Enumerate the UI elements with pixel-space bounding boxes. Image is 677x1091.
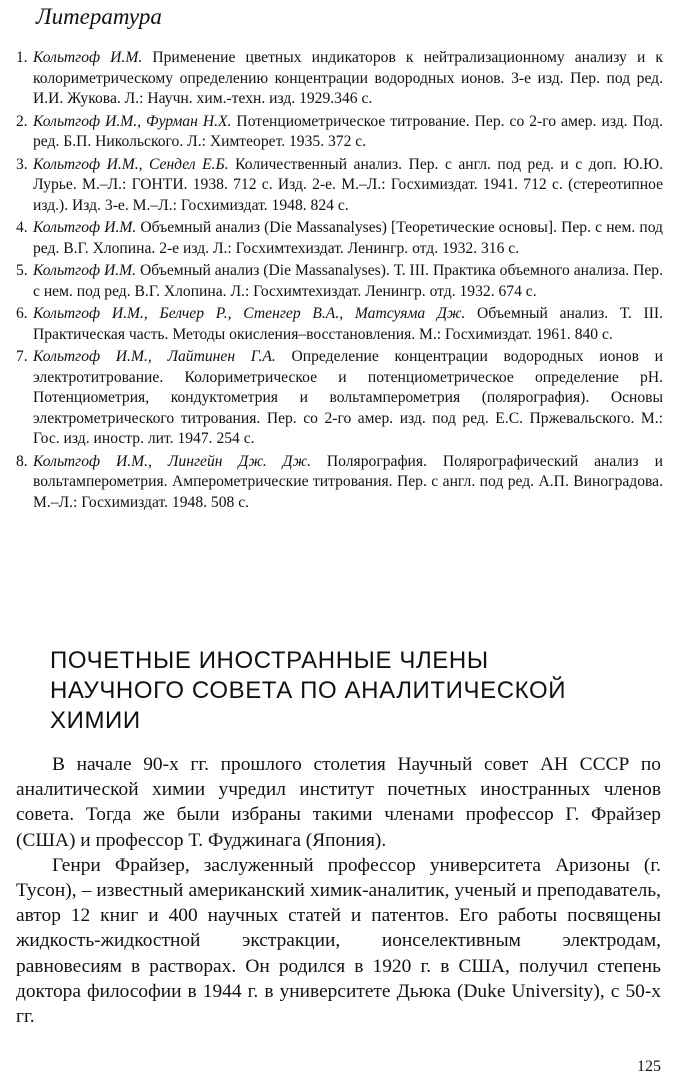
reference-item [16,452,663,514]
reference-item [16,304,663,345]
section-title [50,646,650,736]
reference-item [16,48,663,110]
reference-text: Применение цветных индикаторов к нейтрализационному анализу и к колориметрическому определению концентрации водородных ионов. 3-е изд. Пер. под ред. И.И. Жукова. Л.: Научн. хим.-техн. изд. 1929.346 с. [33,49,663,107]
reference-authors: Кольтгоф И.М., Белчер Р., Стенгер В.А., Матсуяма Дж. [33,305,466,322]
reference-text: Количественный анализ. Пер. с англ. под ред. и с доп. Ю.Ю. Лурье. М.–Л.: ГОНТИ. 1938. 712 с. Изд. 2-е. М.–Л.: Госхимиздат. 1941. 712 с. (стереотипное изд.). Изд. 3-е. М.–Л.: Госхимиздат. 1948. 824 с. [33,155,663,214]
reference-authors: Кольтгоф И.М. [33,49,143,66]
reference-item [16,155,663,217]
reference-item [16,347,663,450]
body-paragraph: Генри Фрайзер, заслуженный профессор университета Аризоны (г. Тусон), – известный американский химик-аналитик, ученый и преподаватель, автор 12 книг и 400 научных статей и патентов. Его работы посвящены жидкость-жидкостной экстракции, ионселективным электродам, равновесиям в растворах. Он родился в 1920 г. в США, получил степень доктора философии в 1944 г. в университете Дьюка (Duke University), с 50-х гг. [16,854,661,1028]
section-title-line: НАУЧНОГО СОВЕТА ПО АНАЛИТИЧЕСКОЙ [50,677,567,704]
reference-text: Потенциометрическое титрование. Пер. со 2-го амер. изд. Под. ред. Б.П. Никольского. Л.: Химтеорет. 1935. 372 с. [33,112,664,150]
reference-number: 5. [16,262,28,279]
reference-item [16,261,663,302]
reference-number: 3. [16,155,28,173]
reference-number: 1. [16,49,28,66]
reference-authors: Кольтгоф И.М., Лингейн Дж. Дж. [33,452,311,470]
reference-text: Объемный анализ. Т. III. Практическая часть. Методы окисления–восстановления. М.: Госхимиздат. 1961. 840 с. [33,305,663,343]
section-title-line: ХИМИИ [50,707,141,734]
reference-authors: Кольтгоф И.М. [33,219,137,236]
reference-text: Объемный анализ (Die Massanalyses) [Теоретические основы]. Пер. с нем. под ред. В.Г. Хлопина. 2-е изд. Л.: Госхимтехиздат. Ленингр. отд. 1932. 316 с. [33,219,663,257]
reference-number: 2. [16,112,28,130]
body-paragraph: В начале 90-х гг. прошлого столетия Научный совет АН СССР по аналитической химии учредил институт почетных иностранных членов совета. Тогда же были избраны такими членами профессор Г. Фрайзер (США) и профессор Т. Фуджинага (Япония). [16,754,661,851]
section-body [16,752,661,1029]
reference-item [16,218,663,259]
page-number: 125 [637,1058,661,1075]
reference-number: 4. [16,219,28,236]
reference-number: 6. [16,305,28,322]
reference-item [16,112,663,153]
reference-authors: Кольтгоф И.М. [33,262,137,279]
reference-list [16,48,663,515]
reference-text: Объемный анализ (Die Massanalyses). Т. III. Практика объемного анализа. Пер. с нем. под ред. В.Г. Хлопина. Л.: Госхимтехиздат. Ленингр. отд. 1932. 674 с. [33,262,663,300]
reference-number: 7. [16,348,28,365]
reference-authors: Кольтгоф И.М., Фурман Н.Х. [33,112,232,130]
literature-heading: Литература [36,4,162,29]
reference-number: 8. [16,452,28,470]
reference-text: Определение концентрации водородных ионов и электротитрование. Колориметрическое и потенциометрическое определение pH. Потенциометрия, кондуктометрия и вольтамперометрия (полярография). Основы электрометрического титрования. Пер. со 2-го амер. изд. под ред. Е.С. Пржевальского. М.: Гос. изд. иностр. лит. 1947. 254 с. [33,348,663,447]
reference-text: Полярография. Полярографический анализ и вольтамперометрия. Амперометрические титрования. Пер. с англ. под ред. А.П. Виноградова. М.–Л.: Госхимиздат. 1948. 508 с. [33,452,663,511]
section-title-line: ПОЧЕТНЫЕ ИНОСТРАННЫЕ ЧЛЕНЫ [50,647,489,674]
reference-authors: Кольтгоф И.М., Сендел Е.Б. [33,155,229,173]
reference-authors: Кольтгоф И.М., Лайтинен Г.А. [33,348,276,365]
